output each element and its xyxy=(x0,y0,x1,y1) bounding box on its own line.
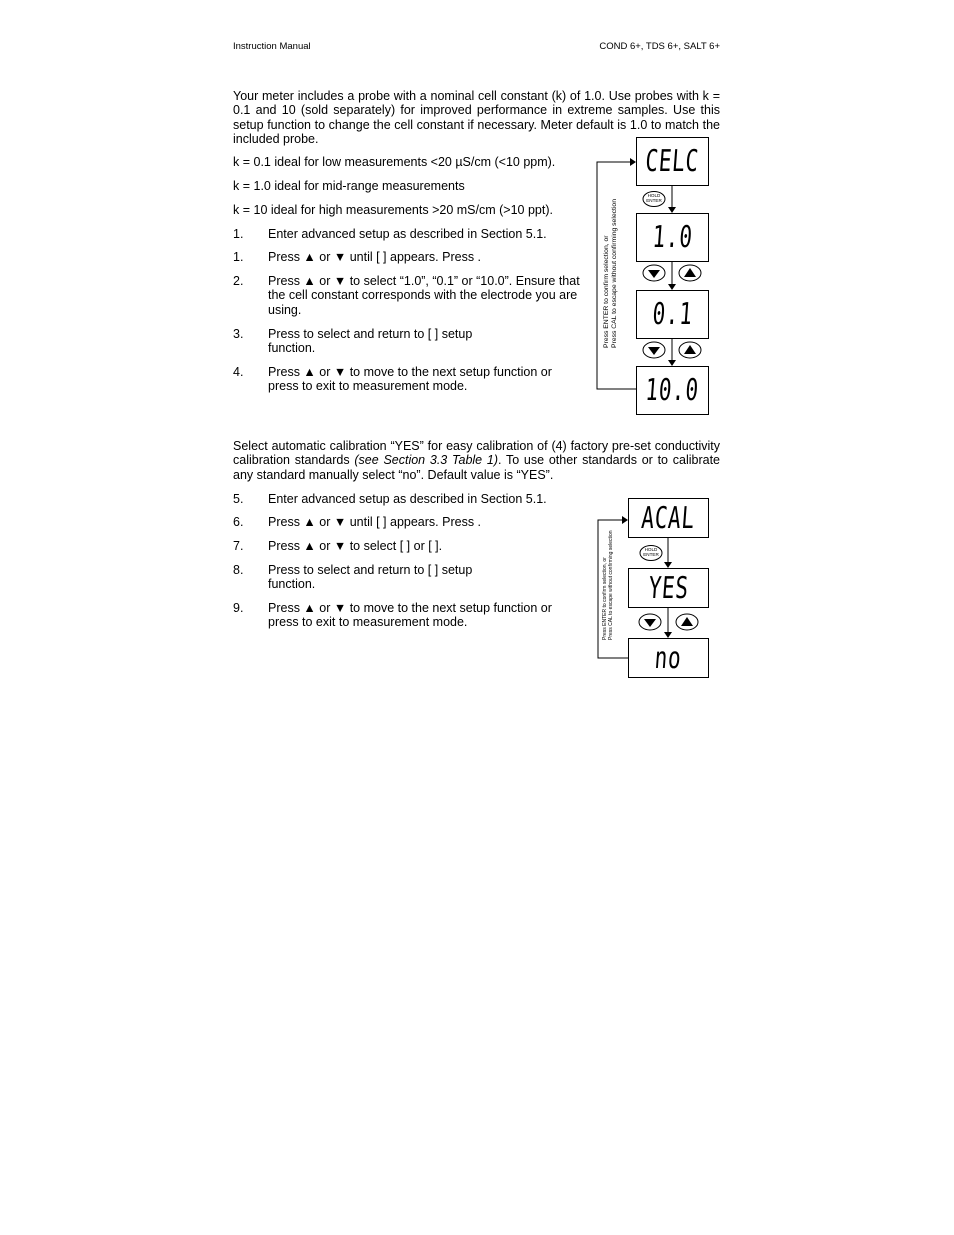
diagram-side-instructions: Press ENTER to confirm selection, or Press CAL to escape without confirming selection xyxy=(603,199,618,348)
lcd-display-0-1: 0.1 xyxy=(636,290,709,339)
step-text: Press to select and return to [ ] setup function. xyxy=(268,563,473,592)
step-text: Press ▲ or ▼ to move to the next setup function or press to exit to measurement mode. xyxy=(268,601,552,630)
step-text: Press ▲ or ▼ to select “1.0”, “0.1” or “10.0”. Ensure that the cell constant corresponds with the electrode you are using. xyxy=(268,274,580,317)
lcd-display-1-0: 1.0 xyxy=(636,213,709,262)
lcd-display-no: no xyxy=(628,638,709,678)
k-line-mid: k = 1.0 ideal for mid-range measurements xyxy=(233,179,465,193)
step-text: Press ▲ or ▼ until [ ] appears. Press . xyxy=(268,250,482,264)
step-number: 1. xyxy=(233,250,244,264)
acal-intro: Select automatic calibration “YES” for easy calibration of (4) factory pre-set conductivity calibration standards (see Section 3.3 Table 1). To use other standards or to calibrate any standard manually select “no”. Default value is “YES”. xyxy=(233,439,720,482)
lcd-display-acal: ACAL xyxy=(628,498,709,538)
lcd-display-yes: YES xyxy=(628,568,709,608)
step-number: 9. xyxy=(233,601,244,615)
step-text: Press ▲ or ▼ to move to the next setup function or press to exit to measurement mode. xyxy=(268,365,552,394)
step-number: 6. xyxy=(233,515,244,529)
step-number: 5. xyxy=(233,492,244,506)
k-line-low: k = 0.1 ideal for low measurements <20 µS/cm (<10 ppm). xyxy=(233,155,556,169)
header-left: Instruction Manual xyxy=(233,41,311,52)
lcd-display-10-0: 10.0 xyxy=(636,366,709,415)
step-number: 7. xyxy=(233,539,244,553)
step-text: Press to select and return to [ ] setup function. xyxy=(268,327,473,356)
header-right: COND 6+, TDS 6+, SALT 6+ xyxy=(599,41,720,52)
step-number: 8. xyxy=(233,563,244,577)
step-number: 2. xyxy=(233,274,244,288)
diagram-side-instructions: Press ENTER to confirm selection, or Press CAL to escape without confirming selection xyxy=(602,530,614,640)
hold-enter-button-label: HOLD ENTER xyxy=(643,547,659,557)
cell-constant-intro: Your meter includes a probe with a nominal cell constant (k) of 1.0. Use probes with k = 0.1 and 10 (sold separately) for improved performance in extreme samples. Use this setup function to change the cell constant if necessary. Meter default is 1.0 to match the included probe. xyxy=(233,89,720,146)
lcd-display-celc: CELC xyxy=(636,137,709,186)
step-number: 3. xyxy=(233,327,244,341)
hold-enter-button-label: HOLD ENTER xyxy=(646,193,662,203)
down-arrow-button-icon xyxy=(639,614,661,630)
step-text: Press ▲ or ▼ until [ ] appears. Press . xyxy=(268,515,482,529)
step-text: Press ▲ or ▼ to select [ ] or [ ]. xyxy=(268,539,443,553)
step-number: 1. xyxy=(233,227,244,241)
up-arrow-button-icon xyxy=(676,614,698,630)
k-line-high: k = 10 ideal for high measurements >20 mS/cm (>10 ppt). xyxy=(233,203,553,217)
step-number: 4. xyxy=(233,365,244,379)
step-text: Enter advanced setup as described in Section 5.1. xyxy=(268,227,547,241)
step-text: Enter advanced setup as described in Section 5.1. xyxy=(268,492,547,506)
